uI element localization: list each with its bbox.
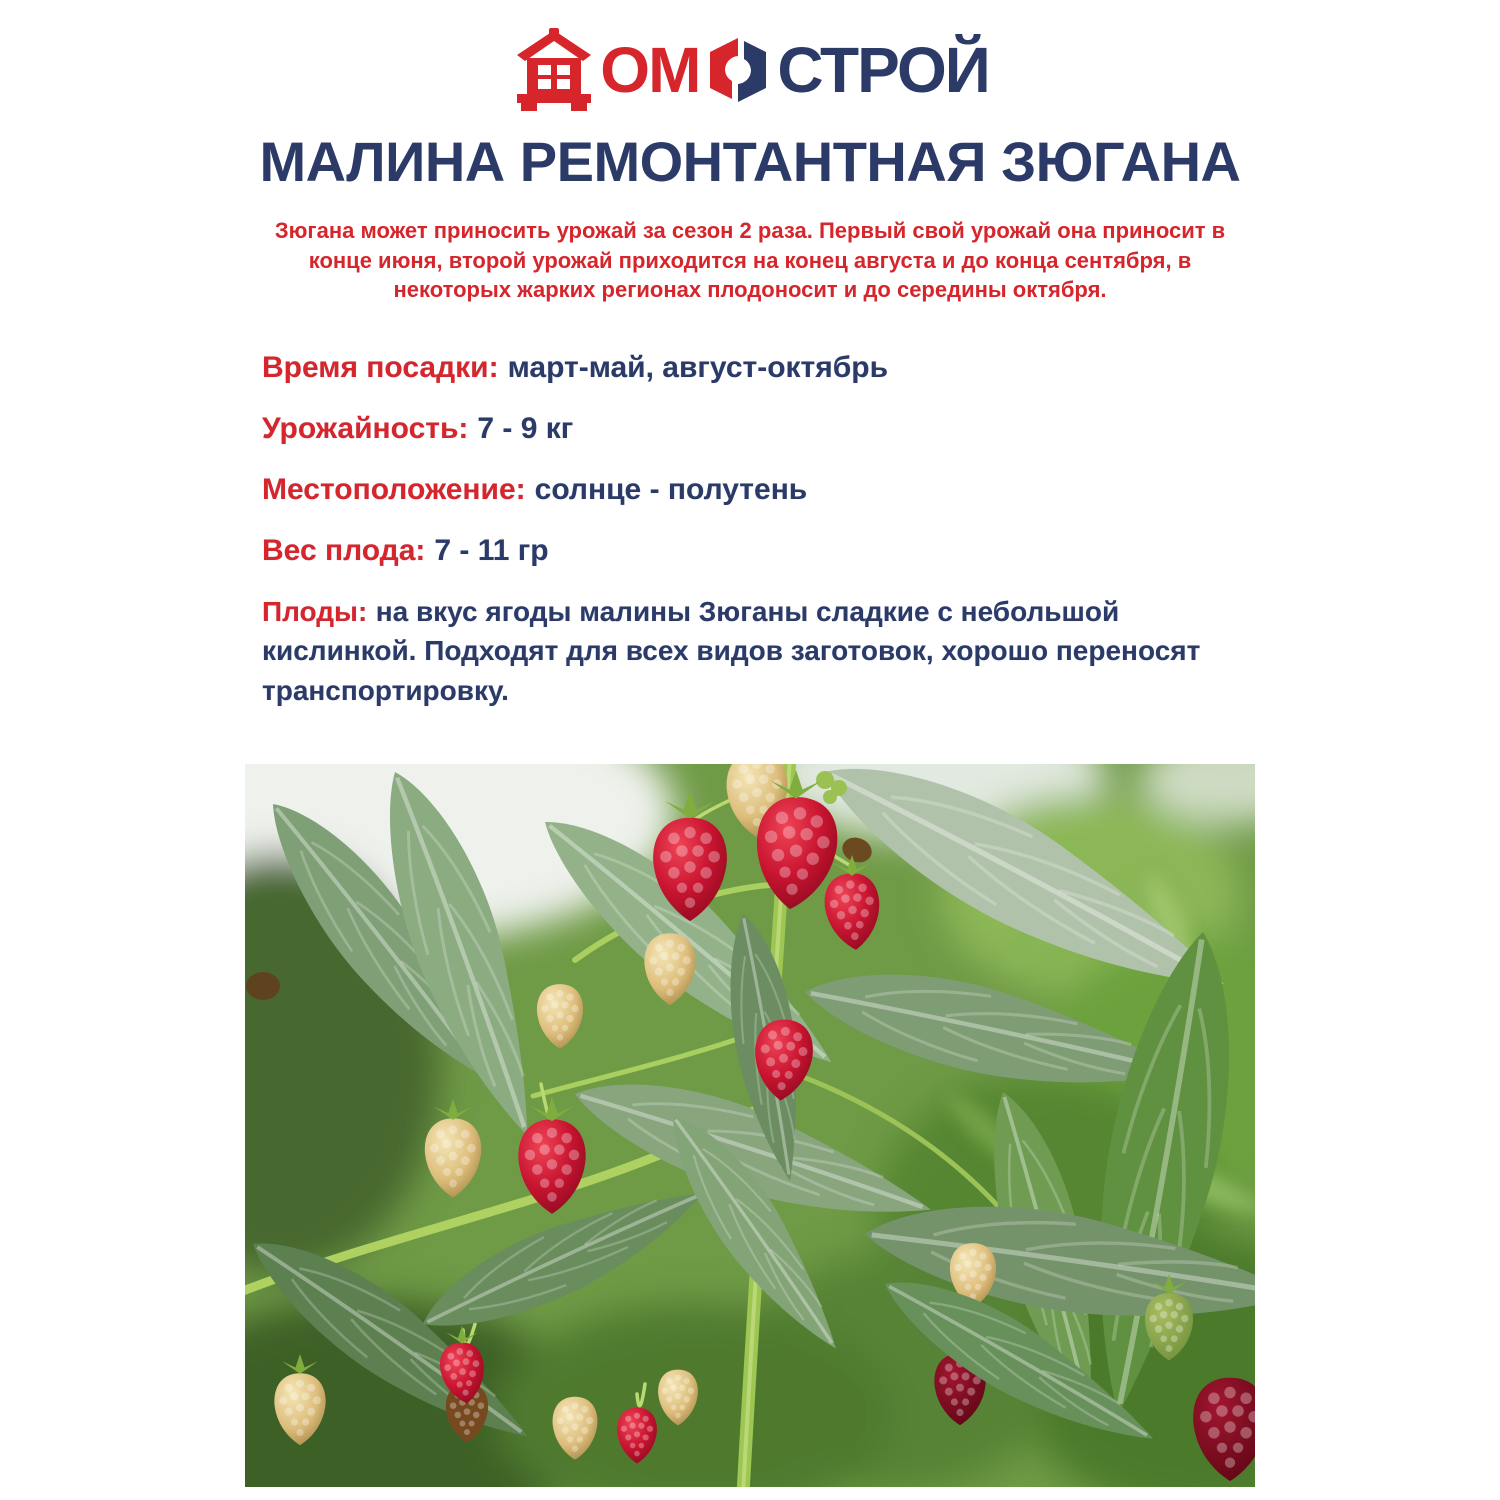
attribute-value: март-май, август-октябрь [507, 351, 889, 385]
attribute-planting-time [262, 348, 1255, 387]
attribute-fruits-description [262, 592, 1255, 710]
brand-logo [245, 0, 1255, 114]
attribute-list [245, 348, 1255, 710]
attribute-yield [262, 409, 1255, 448]
raspberry-photo [245, 764, 1255, 1487]
logo-text-dom: ОМ [600, 34, 700, 106]
raspberry-photo-illustration [245, 764, 1255, 1487]
attribute-value: 7 - 9 кг [477, 412, 574, 446]
attribute-label: Местоположение: [262, 473, 526, 507]
logo-text-stroy: СТРОЙ [777, 34, 989, 106]
page-title: МАЛИНА РЕМОНТАНТНАЯ ЗЮГАНА [259, 130, 1241, 193]
attribute-value: 7 - 11 гр [434, 534, 549, 568]
logo-nut-icon [704, 37, 772, 103]
logo-house-icon [511, 28, 597, 112]
attribute-location [262, 470, 1255, 509]
attribute-label: Время посадки: [262, 351, 499, 385]
intro-text: Зюгана может приносить урожай за сезон 2 раза. Первый свой урожай она приносит в конце июня, второй урожай приходится на конец августа и до конца сентября, в некоторых жарких регионах плодоносит и до середины октября. [274, 218, 1226, 302]
attribute-value: на вкус ягоды малины Зюганы сладкие с небольшой кислинкой. Подходят для всех видов заготовок, хорошо переносят транспортировку. [262, 596, 1201, 706]
attribute-label: Вес плода: [262, 534, 426, 568]
attribute-fruit-weight [262, 531, 1255, 570]
attribute-label: Плоды: [262, 596, 368, 628]
attribute-label: Урожайность: [262, 412, 469, 446]
attribute-value: солнце - полутень [534, 473, 808, 507]
